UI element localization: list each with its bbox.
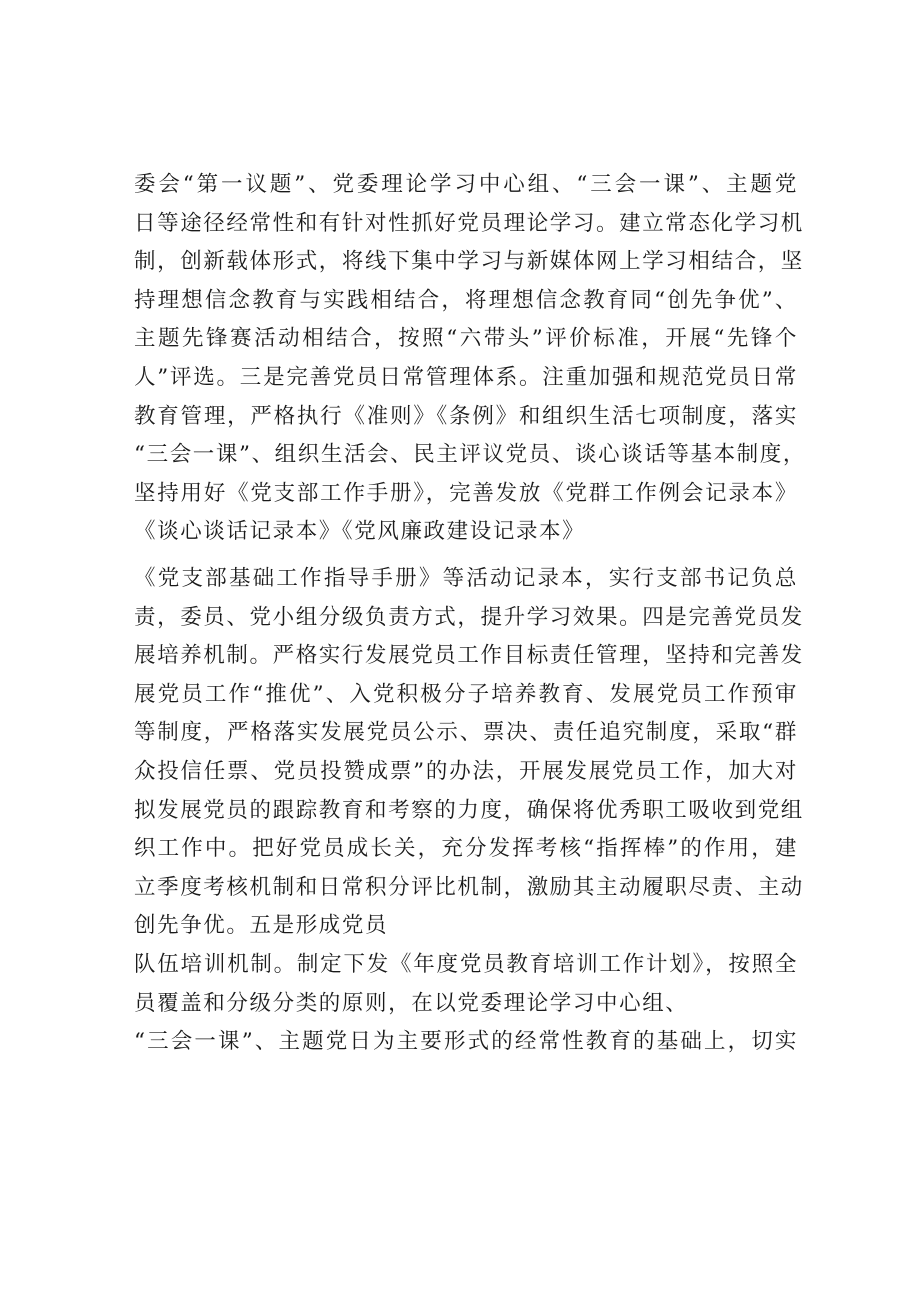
text-line: 展培养机制。严格实行发展党员工作目标责任管理，坚持和完善发	[134, 643, 804, 669]
paragraph-2	[134, 560, 804, 946]
paragraph-1	[134, 166, 806, 552]
text-line: 创先争优。五是形成党员	[134, 913, 389, 939]
text-line: 制，创新载体形式，将线下集中学习与新媒体网上学习相结合，坚	[134, 249, 804, 275]
text-line: 责，委员、党小组分级负责方式，提升学习效果。四是完善党员发	[134, 604, 804, 630]
text-line: 持理想信念教育与实践相结合，将理想信念教育同“创先争优”、	[134, 287, 798, 313]
text-line: 委会“第一议题”、党委理论学习中心组、“三会一课”、主题党	[134, 172, 798, 197]
text-line: 织工作中。把好党员成长关，充分发挥考核“指挥棒”的作用，建	[134, 836, 798, 862]
text-line: 人”评选。三是完善党员日常管理体系。注重加强和规范党员日常	[134, 364, 798, 390]
text-line: 众投信任票、党员投赞成票”的办法，开展发展党员工作，加大对	[134, 758, 798, 784]
text-line: 立季度考核机制和日常积分评比机制，激励其主动履职尽责、主动	[134, 874, 804, 900]
text-line: “三会一课”、主题党日为主要形式的经常性教育的基础上，切实	[134, 1029, 798, 1055]
text-line: 教育管理，严格执行《准则》《条例》和组织生活七项制度，落实	[134, 403, 798, 429]
text-line: 员覆盖和分级分类的原则，在以党委理论学习中心组、	[134, 990, 689, 1016]
text-line: 日等途径经常性和有针对性抓好党员理论学习。建立常态化学习机	[134, 210, 804, 236]
text-line: 主题先锋赛活动相结合，按照“六带头”评价标准，开展“先锋个	[134, 326, 798, 352]
text-line: 队伍培训机制。制定下发《年度党员教育培训工作计划》，按照全	[134, 952, 798, 977]
text-line: “三会一课”、组织生活会、民主评议党员、谈心谈话等基本制度，	[134, 442, 806, 468]
paragraph-3	[134, 946, 798, 1062]
text-line: 等制度，严格落实发展党员公示、票决、责任追究制度，采取“群	[134, 720, 798, 746]
text-line: 拟发展党员的跟踪教育和考察的力度，确保将优秀职工吸收到党组	[134, 797, 804, 823]
text-line: 《谈心谈话记录本》《党风廉政建设记录本》	[134, 519, 586, 545]
text-line: 《党支部基础工作指导手册》等活动记录本，实行支部书记负总	[134, 566, 798, 591]
text-line: 展党员工作“推优”、入党积极分子培养教育、发展党员工作预审	[134, 681, 798, 707]
text-line: 坚持用好《党支部工作手册》，完善发放《党群工作例会记录本》	[134, 480, 798, 506]
